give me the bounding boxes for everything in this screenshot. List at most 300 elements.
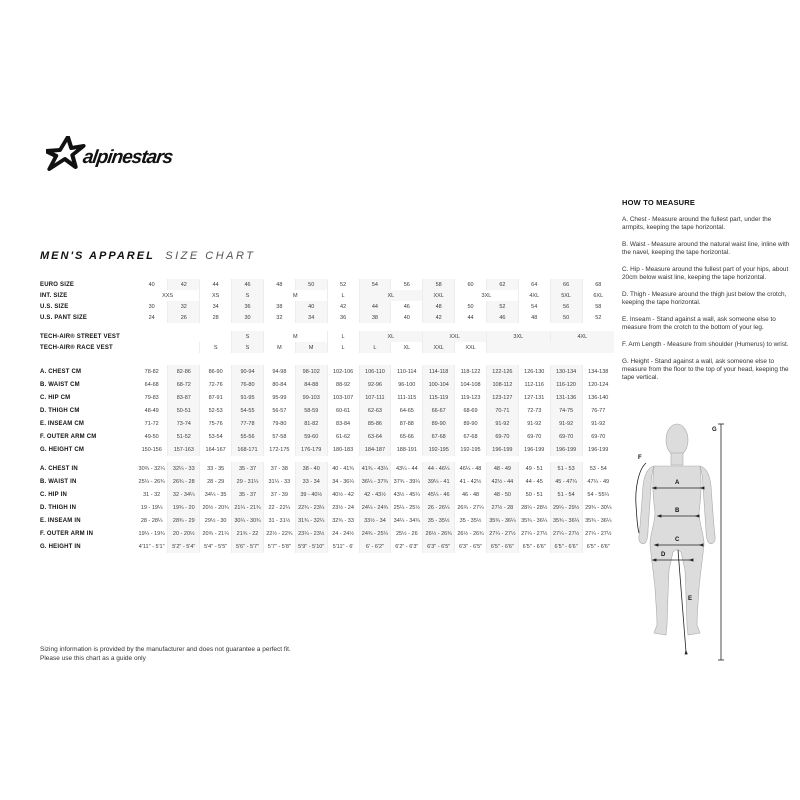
size-cell: 69-70	[582, 430, 614, 443]
row-label: A. CHEST IN	[40, 465, 78, 472]
size-cell: L	[359, 342, 391, 353]
size-cell: 51 - 53	[550, 462, 582, 475]
size-cell: 98-102	[295, 365, 327, 378]
table-row	[40, 404, 614, 417]
size-cell: 32¼ - 33	[168, 462, 200, 475]
size-cell: 51-52	[168, 430, 200, 443]
size-cell: 74-75	[550, 404, 582, 417]
size-cell: XXL	[423, 290, 455, 301]
size-cell: 79-80	[263, 417, 295, 430]
size-cell: XS	[200, 290, 232, 301]
size-cell: 5'11" - 6'	[327, 540, 359, 553]
label-height: G	[712, 427, 717, 433]
table-row	[40, 331, 614, 342]
size-cell: 29¼ - 29½	[550, 501, 582, 514]
size-cell: 31¾ - 32¼	[295, 514, 327, 527]
size-cell: XXL	[455, 342, 487, 353]
how-to-measure-heading: HOW TO MEASURE	[622, 198, 696, 207]
size-cell: 108-112	[486, 378, 518, 391]
size-cell: 22½ - 22¾	[263, 527, 295, 540]
size-cell: 34	[295, 312, 327, 323]
size-cell: 192-195	[423, 443, 455, 456]
size-cell: 23¼ - 23½	[295, 527, 327, 540]
row-label: D. THIGH IN	[40, 504, 77, 511]
size-cell: 111-115	[391, 391, 423, 404]
size-cell: 46	[486, 312, 518, 323]
size-cell: 39¼ - 41	[423, 475, 455, 488]
size-cell: 53-54	[200, 430, 232, 443]
size-cell: 188-191	[391, 443, 423, 456]
size-cell: 72-76	[200, 378, 232, 391]
size-cell	[136, 331, 232, 342]
size-cell: 40	[148, 281, 155, 288]
size-cell: 6'5" - 6'6"	[550, 540, 582, 553]
size-cell: 90-94	[232, 365, 264, 378]
size-cell: 33 - 34	[295, 475, 327, 488]
size-cell: 37 - 39	[263, 488, 295, 501]
size-cell: 28¾ - 29	[168, 514, 200, 527]
size-cell: 46	[391, 301, 423, 312]
size-cell: 38 - 40	[295, 462, 327, 475]
size-cell: 40 - 41¾	[327, 462, 359, 475]
size-cell: 20 - 20½	[168, 527, 200, 540]
size-cell: 48 - 50	[486, 488, 518, 501]
size-cell: 91-92	[582, 417, 614, 430]
size-cell: 52	[327, 279, 359, 290]
size-cell: 54	[518, 301, 550, 312]
size-cell: 26 - 26¼	[423, 501, 455, 514]
size-cell: 3XL	[455, 290, 519, 301]
row-label: U.S. PANT SIZE	[40, 314, 88, 321]
table-row	[40, 443, 614, 456]
size-cell: 20½ - 20¾	[200, 501, 232, 514]
size-cell: 29½ - 30	[200, 514, 232, 527]
size-cell: 54-55	[232, 404, 264, 417]
size-cell: 52	[486, 301, 518, 312]
size-cell: 38	[263, 301, 295, 312]
size-cell: 38	[359, 312, 391, 323]
size-cell: 66-67	[423, 404, 455, 417]
size-cell: 52-53	[200, 404, 232, 417]
size-cell: 68	[582, 279, 614, 290]
size-cell: M	[263, 290, 327, 301]
size-cell: 112-116	[518, 378, 550, 391]
row-label: B. WAIST IN	[40, 478, 77, 485]
size-cell: 77-78	[232, 417, 264, 430]
size-cell: 71-72	[144, 420, 159, 427]
size-cell: 49 - 51	[518, 462, 550, 475]
table-row	[40, 365, 614, 378]
size-cell: 114-118	[423, 365, 455, 378]
size-cell: 21¾ - 22	[232, 527, 264, 540]
size-cell: 134-138	[582, 365, 614, 378]
size-cell: 33 - 35	[200, 462, 232, 475]
size-cell: 25¼ - 26¾	[138, 478, 165, 485]
size-cell: 76-77	[582, 404, 614, 417]
size-cell: 37¾ - 39¼	[391, 475, 423, 488]
size-cell: 34 - 36¼	[327, 475, 359, 488]
size-cell: 31¼ - 33	[263, 475, 295, 488]
size-cell: 4'11" - 5'1"	[138, 543, 165, 550]
size-cell: S	[232, 290, 264, 301]
size-cell: 5XL	[550, 290, 582, 301]
size-cell: 35 - 35½	[423, 514, 455, 527]
size-cell: 94-98	[263, 365, 295, 378]
size-table	[40, 279, 614, 553]
size-cell: 69-70	[486, 430, 518, 443]
size-cell: 31 - 31½	[263, 514, 295, 527]
size-cell: 35 - 35½	[455, 514, 487, 527]
size-cell: 73-74	[168, 417, 200, 430]
size-cell: 36	[232, 301, 264, 312]
size-cell: 116-120	[550, 378, 582, 391]
size-cell: 69-70	[550, 430, 582, 443]
size-cell: 80-84	[263, 378, 295, 391]
size-cell: 24¾ - 25¼	[359, 527, 391, 540]
measure-instruction: E. Inseam - Stand against a wall, ask someone else to measure from the crotch to the bottom of your leg.	[622, 316, 776, 331]
size-cell: 66	[550, 279, 582, 290]
size-cell: 58-59	[295, 404, 327, 417]
star-icon	[46, 137, 85, 169]
table-row	[40, 475, 614, 488]
disclaimer	[40, 645, 291, 663]
size-cell: 64-65	[391, 404, 423, 417]
row-label: TECH-AIR® RACE VEST	[40, 344, 113, 351]
size-cell: 50-51	[168, 404, 200, 417]
size-cell: 91-95	[232, 391, 264, 404]
size-cell: 46¼ - 48	[455, 462, 487, 475]
table-row	[40, 417, 614, 430]
size-cell: 72-73	[518, 404, 550, 417]
size-cell: 70-71	[486, 404, 518, 417]
size-cell: 58	[423, 279, 455, 290]
size-cell: 99-103	[295, 391, 327, 404]
size-cell: 30¼ - 30¾	[232, 514, 264, 527]
size-cell: 45 - 47¼	[550, 475, 582, 488]
size-cell: XL	[359, 331, 423, 342]
size-cell: 36	[327, 312, 359, 323]
row-label: B. WAIST CM	[40, 381, 80, 388]
size-cell: 5'4" - 5'5"	[200, 540, 232, 553]
size-cell: 85-86	[359, 417, 391, 430]
size-cell: 87-91	[200, 391, 232, 404]
row-label: G. HEIGHT IN	[40, 543, 81, 550]
size-cell: 107-111	[359, 391, 391, 404]
size-cell: 89-90	[455, 417, 487, 430]
size-cell: 106-110	[359, 365, 391, 378]
row-label: A. CHEST CM	[40, 368, 82, 375]
size-cell: 50 - 51	[518, 488, 550, 501]
label-chest: A	[675, 480, 680, 486]
size-cell: 27¼ - 27½	[486, 527, 518, 540]
size-cell: 47¼ - 49	[582, 475, 614, 488]
size-cell: 88-92	[327, 378, 359, 391]
size-cell: 36¼ - 37¾	[359, 475, 391, 488]
size-cell: XL	[359, 290, 423, 301]
size-cell: 41¾ - 43¼	[359, 462, 391, 475]
size-cell: XL	[391, 342, 423, 353]
size-cell: 6'3" - 6'5"	[423, 540, 455, 553]
size-cell: 24	[148, 314, 155, 321]
table-row	[40, 378, 614, 391]
size-cell: 40½ - 42	[327, 488, 359, 501]
size-cell: 168-171	[232, 443, 264, 456]
size-cell: 42½ - 44	[486, 475, 518, 488]
size-cell: 62-63	[359, 404, 391, 417]
size-cell: 42 - 43½	[359, 488, 391, 501]
size-cell: 150-156	[141, 446, 162, 453]
size-cell: 86-90	[200, 365, 232, 378]
size-cell: 34¼ - 34¾	[391, 514, 423, 527]
size-cell: 44	[359, 301, 391, 312]
size-cell: 53 - 54	[582, 462, 614, 475]
size-cell	[136, 342, 200, 353]
body-measurement-figure	[618, 420, 800, 720]
size-cell: 69-70	[518, 430, 550, 443]
row-label: C. HIP IN	[40, 491, 68, 498]
size-cell: 23½ - 24	[327, 501, 359, 514]
human-silhouette	[639, 424, 715, 635]
size-cell: 196-199	[518, 443, 550, 456]
size-cell: 180-183	[327, 443, 359, 456]
size-cell: 26¾ - 27¼	[455, 501, 487, 514]
size-cell: 127-131	[518, 391, 550, 404]
row-label: G. HEIGHT CM	[40, 446, 85, 453]
size-cell: 37 - 38	[263, 462, 295, 475]
table-row	[40, 391, 614, 404]
size-cell: 50	[550, 312, 582, 323]
size-cell: 92-96	[359, 378, 391, 391]
table-row	[40, 462, 614, 475]
size-cell: 57-58	[263, 430, 295, 443]
table-row	[40, 312, 614, 323]
table-row	[40, 342, 614, 353]
logo-text: alpinestars	[81, 147, 174, 168]
size-cell: 60-61	[327, 404, 359, 417]
size-cell: 82-86	[168, 365, 200, 378]
size-cell: 48	[263, 279, 295, 290]
size-cell: 28 - 29	[200, 475, 232, 488]
size-cell: M	[295, 342, 327, 353]
size-cell: 126-130	[518, 365, 550, 378]
alpinestars-logo	[46, 136, 186, 176]
size-cell: 68-72	[168, 378, 200, 391]
table-row	[40, 290, 614, 301]
size-cell: 84-88	[295, 378, 327, 391]
size-cell: 56	[391, 279, 423, 290]
size-cell: 3XL	[486, 331, 550, 342]
size-cell: 39 - 40½	[295, 488, 327, 501]
row-label: TECH-AIR® STREET VEST	[40, 333, 120, 340]
size-cell: 54 - 55¼	[582, 488, 614, 501]
size-cell: 5'2" - 5'4"	[168, 540, 200, 553]
size-cell: 102-106	[327, 365, 359, 378]
row-label: EURO SIZE	[40, 281, 75, 288]
label-hip: C	[675, 537, 680, 543]
size-cell: 35 - 37	[232, 462, 264, 475]
size-cell: 44	[200, 279, 232, 290]
size-cell: 95-99	[263, 391, 295, 404]
size-cell: 96-100	[391, 378, 423, 391]
size-cell: 40	[295, 301, 327, 312]
size-cell: 62	[486, 279, 518, 290]
size-cell: 91-92	[486, 417, 518, 430]
size-cell: 35 - 37	[232, 488, 264, 501]
size-cell: 34	[200, 301, 232, 312]
size-cell: 27¼ - 27½	[518, 527, 550, 540]
size-cell: 87-88	[391, 417, 423, 430]
size-cell: 48	[518, 312, 550, 323]
size-cell: 110-114	[391, 365, 423, 378]
size-cell: 103-107	[327, 391, 359, 404]
size-cell: 44	[455, 312, 487, 323]
size-cell: 64-68	[144, 381, 159, 388]
table-row	[40, 301, 614, 312]
size-cell: 48 - 49	[486, 462, 518, 475]
size-cell: 4XL	[550, 331, 614, 342]
size-cell: 176-179	[295, 443, 327, 456]
label-waist: B	[675, 508, 680, 514]
size-cell: 44 - 45	[518, 475, 550, 488]
size-cell: 48	[423, 301, 455, 312]
size-cell: 136-140	[582, 391, 614, 404]
size-cell: 46 - 48	[455, 488, 487, 501]
size-cell: 61-62	[327, 430, 359, 443]
size-cell: XXS	[162, 292, 174, 299]
size-cell: 130-134	[550, 365, 582, 378]
measure-instruction: C. Hip - Measure around the fullest part of your hips, about 20cm below waist line, keeping the tape horizontal.	[622, 266, 789, 281]
spacer-row	[40, 353, 614, 365]
size-cell: 5'6" - 5'7"	[232, 540, 264, 553]
size-cell: 27½ - 28	[486, 501, 518, 514]
size-cell: 28 - 28¼	[140, 517, 163, 524]
row-label: E. INSEAM CM	[40, 420, 85, 427]
size-cell: 30	[232, 312, 264, 323]
size-cell: 30	[148, 303, 155, 310]
size-cell: 100-104	[423, 378, 455, 391]
size-cell: 67-68	[455, 430, 487, 443]
size-cell: 29¾ - 30¼	[582, 501, 614, 514]
size-cell: 54	[359, 279, 391, 290]
row-label: INT. SIZE	[40, 292, 68, 299]
size-cell: 64	[518, 279, 550, 290]
size-cell: M	[263, 331, 327, 342]
table-row	[40, 540, 614, 553]
size-cell: 19¼ - 19¾	[138, 530, 165, 537]
size-cell: 50	[455, 301, 487, 312]
size-cell: 83-87	[168, 391, 200, 404]
size-cell: 65-66	[391, 430, 423, 443]
size-cell: 6'5" - 6'6"	[582, 540, 614, 553]
size-cell: 75-76	[200, 417, 232, 430]
size-cell: 34¼ - 35	[200, 488, 232, 501]
size-cell: 6'2" - 6'3"	[391, 540, 423, 553]
size-cell: 157-163	[168, 443, 200, 456]
size-cell: XXL	[423, 331, 487, 342]
disclaimer-line1: Sizing information is provided by the manufacturer and does not guarantee a perfect fit.	[40, 646, 291, 653]
size-cell: 27¼ - 27½	[582, 527, 614, 540]
size-cell: 52	[582, 312, 614, 323]
size-cell: 4XL	[518, 290, 550, 301]
size-cell: 196-199	[550, 443, 582, 456]
size-cell: 89-90	[423, 417, 455, 430]
size-cell: 31 - 32	[143, 491, 161, 498]
size-cell: 131-136	[550, 391, 582, 404]
size-cell: 25¼ - 25½	[391, 501, 423, 514]
size-cell: 79-83	[144, 394, 159, 401]
size-cell: 50	[295, 279, 327, 290]
row-label: F. OUTER ARM CM	[40, 433, 97, 440]
size-cell: 78-82	[144, 368, 159, 375]
how-to-measure-panel	[622, 198, 794, 391]
row-label: U.S. SIZE	[40, 303, 69, 310]
measure-instruction: G. Height - Stand against a wall, ask someone else to measure from the floor to the top of your head, keeping the tape vertical.	[622, 358, 789, 381]
size-cell: 5'9" - 5'10"	[295, 540, 327, 553]
size-cell: 20¾ - 21¼	[200, 527, 232, 540]
measure-instruction: F. Arm Length - Measure from shoulder (Humerus) to wrist.	[622, 341, 789, 348]
size-cell: 91-92	[550, 417, 582, 430]
size-cell: 196-199	[582, 443, 614, 456]
size-cell: 21¼ - 21¾	[232, 501, 264, 514]
size-cell: 24 - 24½	[327, 527, 359, 540]
size-cell: 26½ - 26¾	[423, 527, 455, 540]
size-cell: 192-195	[455, 443, 487, 456]
size-cell: 44 - 46¼	[423, 462, 455, 475]
size-cell: 184-187	[359, 443, 391, 456]
size-cell: 43½ - 45¼	[391, 488, 423, 501]
row-label: E. INSEAM IN	[40, 517, 81, 524]
size-cell: 67-68	[423, 430, 455, 443]
size-cell: 115-119	[423, 391, 455, 404]
table-row	[40, 279, 614, 290]
size-cell: 46	[232, 279, 264, 290]
table-row	[40, 488, 614, 501]
size-cell: 26¾ - 28	[168, 475, 200, 488]
size-cell: 6' - 6'2"	[359, 540, 391, 553]
row-label: C. HIP CM	[40, 394, 71, 401]
size-cell: 122-126	[486, 365, 518, 378]
size-cell: 76-80	[232, 378, 264, 391]
table-row	[40, 527, 614, 540]
size-cell: 26	[168, 312, 200, 323]
size-cell: 22¾ - 23¼	[295, 501, 327, 514]
size-cell: 32¾ - 33	[327, 514, 359, 527]
size-cell: 51 - 54	[550, 488, 582, 501]
size-cell: 104-108	[455, 378, 487, 391]
row-label: F. OUTER ARM IN	[40, 530, 94, 537]
row-label: D. THIGH CM	[40, 407, 80, 414]
title-sub: SIZE CHART	[165, 250, 256, 262]
size-cell: 58	[582, 301, 614, 312]
title-main: MEN'S APPAREL	[40, 250, 155, 262]
size-cell: 24¼ - 24¾	[359, 501, 391, 514]
label-arm: F	[638, 455, 642, 461]
size-cell: 172-175	[263, 443, 295, 456]
size-cell: 118-122	[455, 365, 487, 378]
size-cell: 29 - 31¼	[232, 475, 264, 488]
size-cell: 42	[423, 312, 455, 323]
size-cell: 6'3" - 6'5"	[455, 540, 487, 553]
size-cell: 35¾ - 36¼	[486, 514, 518, 527]
size-cell: L	[327, 331, 359, 342]
size-cell: 33½ - 34	[359, 514, 391, 527]
size-cell: 123-127	[486, 391, 518, 404]
size-cell: 45¼ - 46	[423, 488, 455, 501]
label-inseam: E	[688, 596, 693, 602]
size-cell: 41 - 42½	[455, 475, 487, 488]
size-cell: 48-49	[144, 407, 159, 414]
size-cell: 55-56	[232, 430, 264, 443]
